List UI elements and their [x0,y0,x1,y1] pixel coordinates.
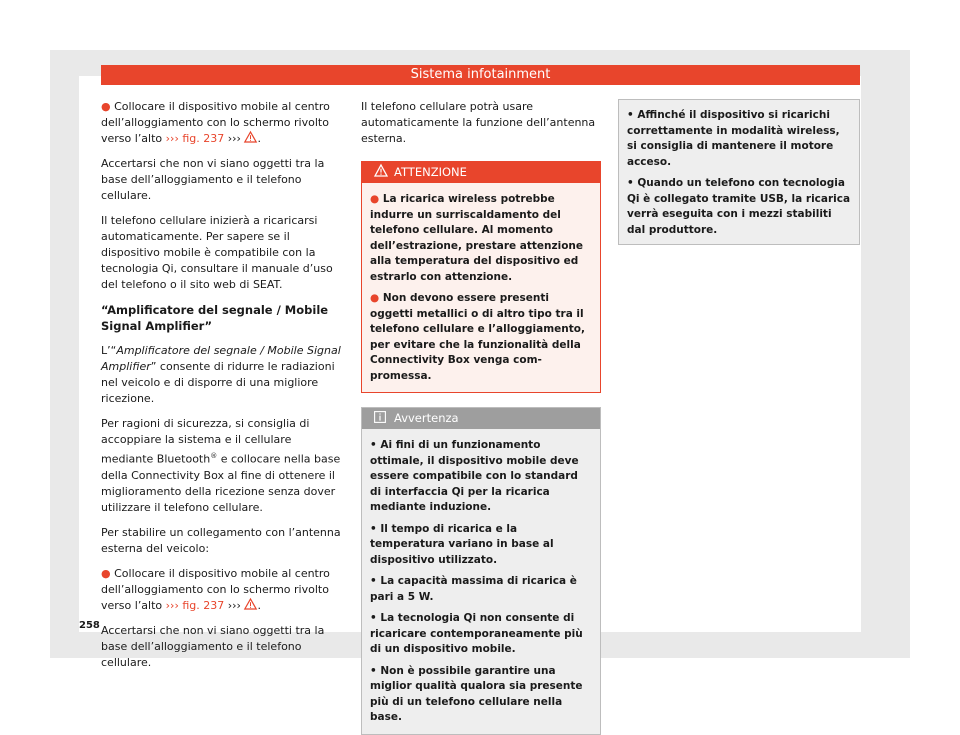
warning-title: ATTENZIONE [394,165,467,179]
body-paragraph: Accertarsi che non vi siano oggetti tra la base dell’alloggiamento e il telefono cellulare. [101,157,325,202]
note-header [362,408,600,429]
warning-icon [374,164,388,177]
warning-body [362,183,600,392]
bullet-icon: ● [101,100,111,113]
warning-box [361,161,601,393]
instruction-paragraph: ● Collocare il dispositivo mobile al centro dell’alloggiamento con lo schermo rivolto verso l’alto ››› fig. 237 ››› . [101,566,330,612]
body-paragraph: L’“Amplificatore del segnale / Mobile Signal Amplifier” consente di ridurre le radiazioni nel veicolo e di disporre di una migliore ricezione. [101,344,341,405]
section-header: Sistema infotainment [101,65,860,85]
note-body [362,429,600,734]
body-paragraph: Per ragioni di sicurezza, si consiglia di accoppiare la sistema e il cellulare mediante Bluetooth® e collocare nella base della Connectivity Box al fine di ottenere il miglioramento della ricezione senza dover utilizzare il telefono cellulare. [101,417,341,514]
figure-link[interactable]: ››› fig. 237 [165,132,225,145]
body-paragraph: Il telefono cellulare inizierà a ricaricarsi automaticamente. Per sapere se il dispositivo mobile è compatibile con la tecnologia Qi, consultare il manuale d’uso del telefono o il sito web di SEAT. [101,214,333,291]
note-item: • Ai fini di un funzionamento ottimale, il dispositivo mobile deve essere compatibile con lo standard di interfaccia Qi per la ricarica mediante induzione. [370,439,579,513]
warning-icon[interactable] [244,131,257,143]
body-paragraph: Per stabilire un collegamento con l’antenna esterna del veicolo: [101,525,341,555]
note-box [361,407,601,735]
note-item: • Quando un telefono con tecnologia Qi è collegato tramite USB, la ricarica verrà eseguita con i mezzi stabiliti dal produttore. [627,177,851,236]
bullet-icon: ● [370,292,380,304]
column-left [101,99,341,680]
note-item: • Il tempo di ricarica e la temperatura variano in base al dispositivo utilizzato. [370,522,554,566]
instruction-paragraph: ● Collocare il dispositivo mobile al centro dell’alloggiamento con lo schermo rivolto verso l’alto ››› fig. 237 ››› . [101,100,330,145]
column-middle [361,99,601,735]
note-continuation-box [618,99,860,245]
warning-header [362,162,600,183]
figure-link[interactable]: ››› fig. 237 [165,598,225,612]
note-item: • La capacità massima di ricarica è pari a 5 W. [370,575,577,603]
note-item: • Non è possibile garantire una miglior qualità qualora sia presente più di un telefono cellulare nella base. [370,664,583,723]
note-item: • Affinché il dispositivo si ricarichi correttamente in modalità wireless, si consiglia di mantenere il motore acceso. [627,109,840,168]
note-title: Avvertenza [394,411,459,425]
body-paragraph: Il telefono cellulare potrà usare automaticamente la funzione dell’antenna esterna. [361,100,596,145]
info-icon [374,411,386,423]
bullet-icon: ● [101,566,111,580]
section-heading: “Amplificatore del segnale / Mobile Signal Amplifier” [101,303,329,333]
page-number: 258 [79,620,100,631]
note-item: • La tecnologia Qi non consente di ricaricare contemporaneamente più di un dispositivo mobile. [370,612,583,655]
warning-item: ● Non devono essere presenti oggetti metallici o di altro tipo tra il telefono cellulare e l’alloggiamento, per evitare che la funzionalità della Connectivity Box venga compromessa. [370,292,585,382]
body-paragraph: Accertarsi che non vi siano oggetti tra la base dell’alloggiamento e il telefono cellulare. [101,623,325,669]
column-right [618,99,860,245]
warning-item: ● La ricarica wireless potrebbe indurre un surriscaldamento del telefono cellulare. Al momento dell’estrazione, prestare attenzione alla temperatura del dispositivo ed estrarlo con attenzione. [370,193,584,283]
bullet-icon: ● [370,193,380,205]
warning-icon[interactable] [244,598,257,610]
